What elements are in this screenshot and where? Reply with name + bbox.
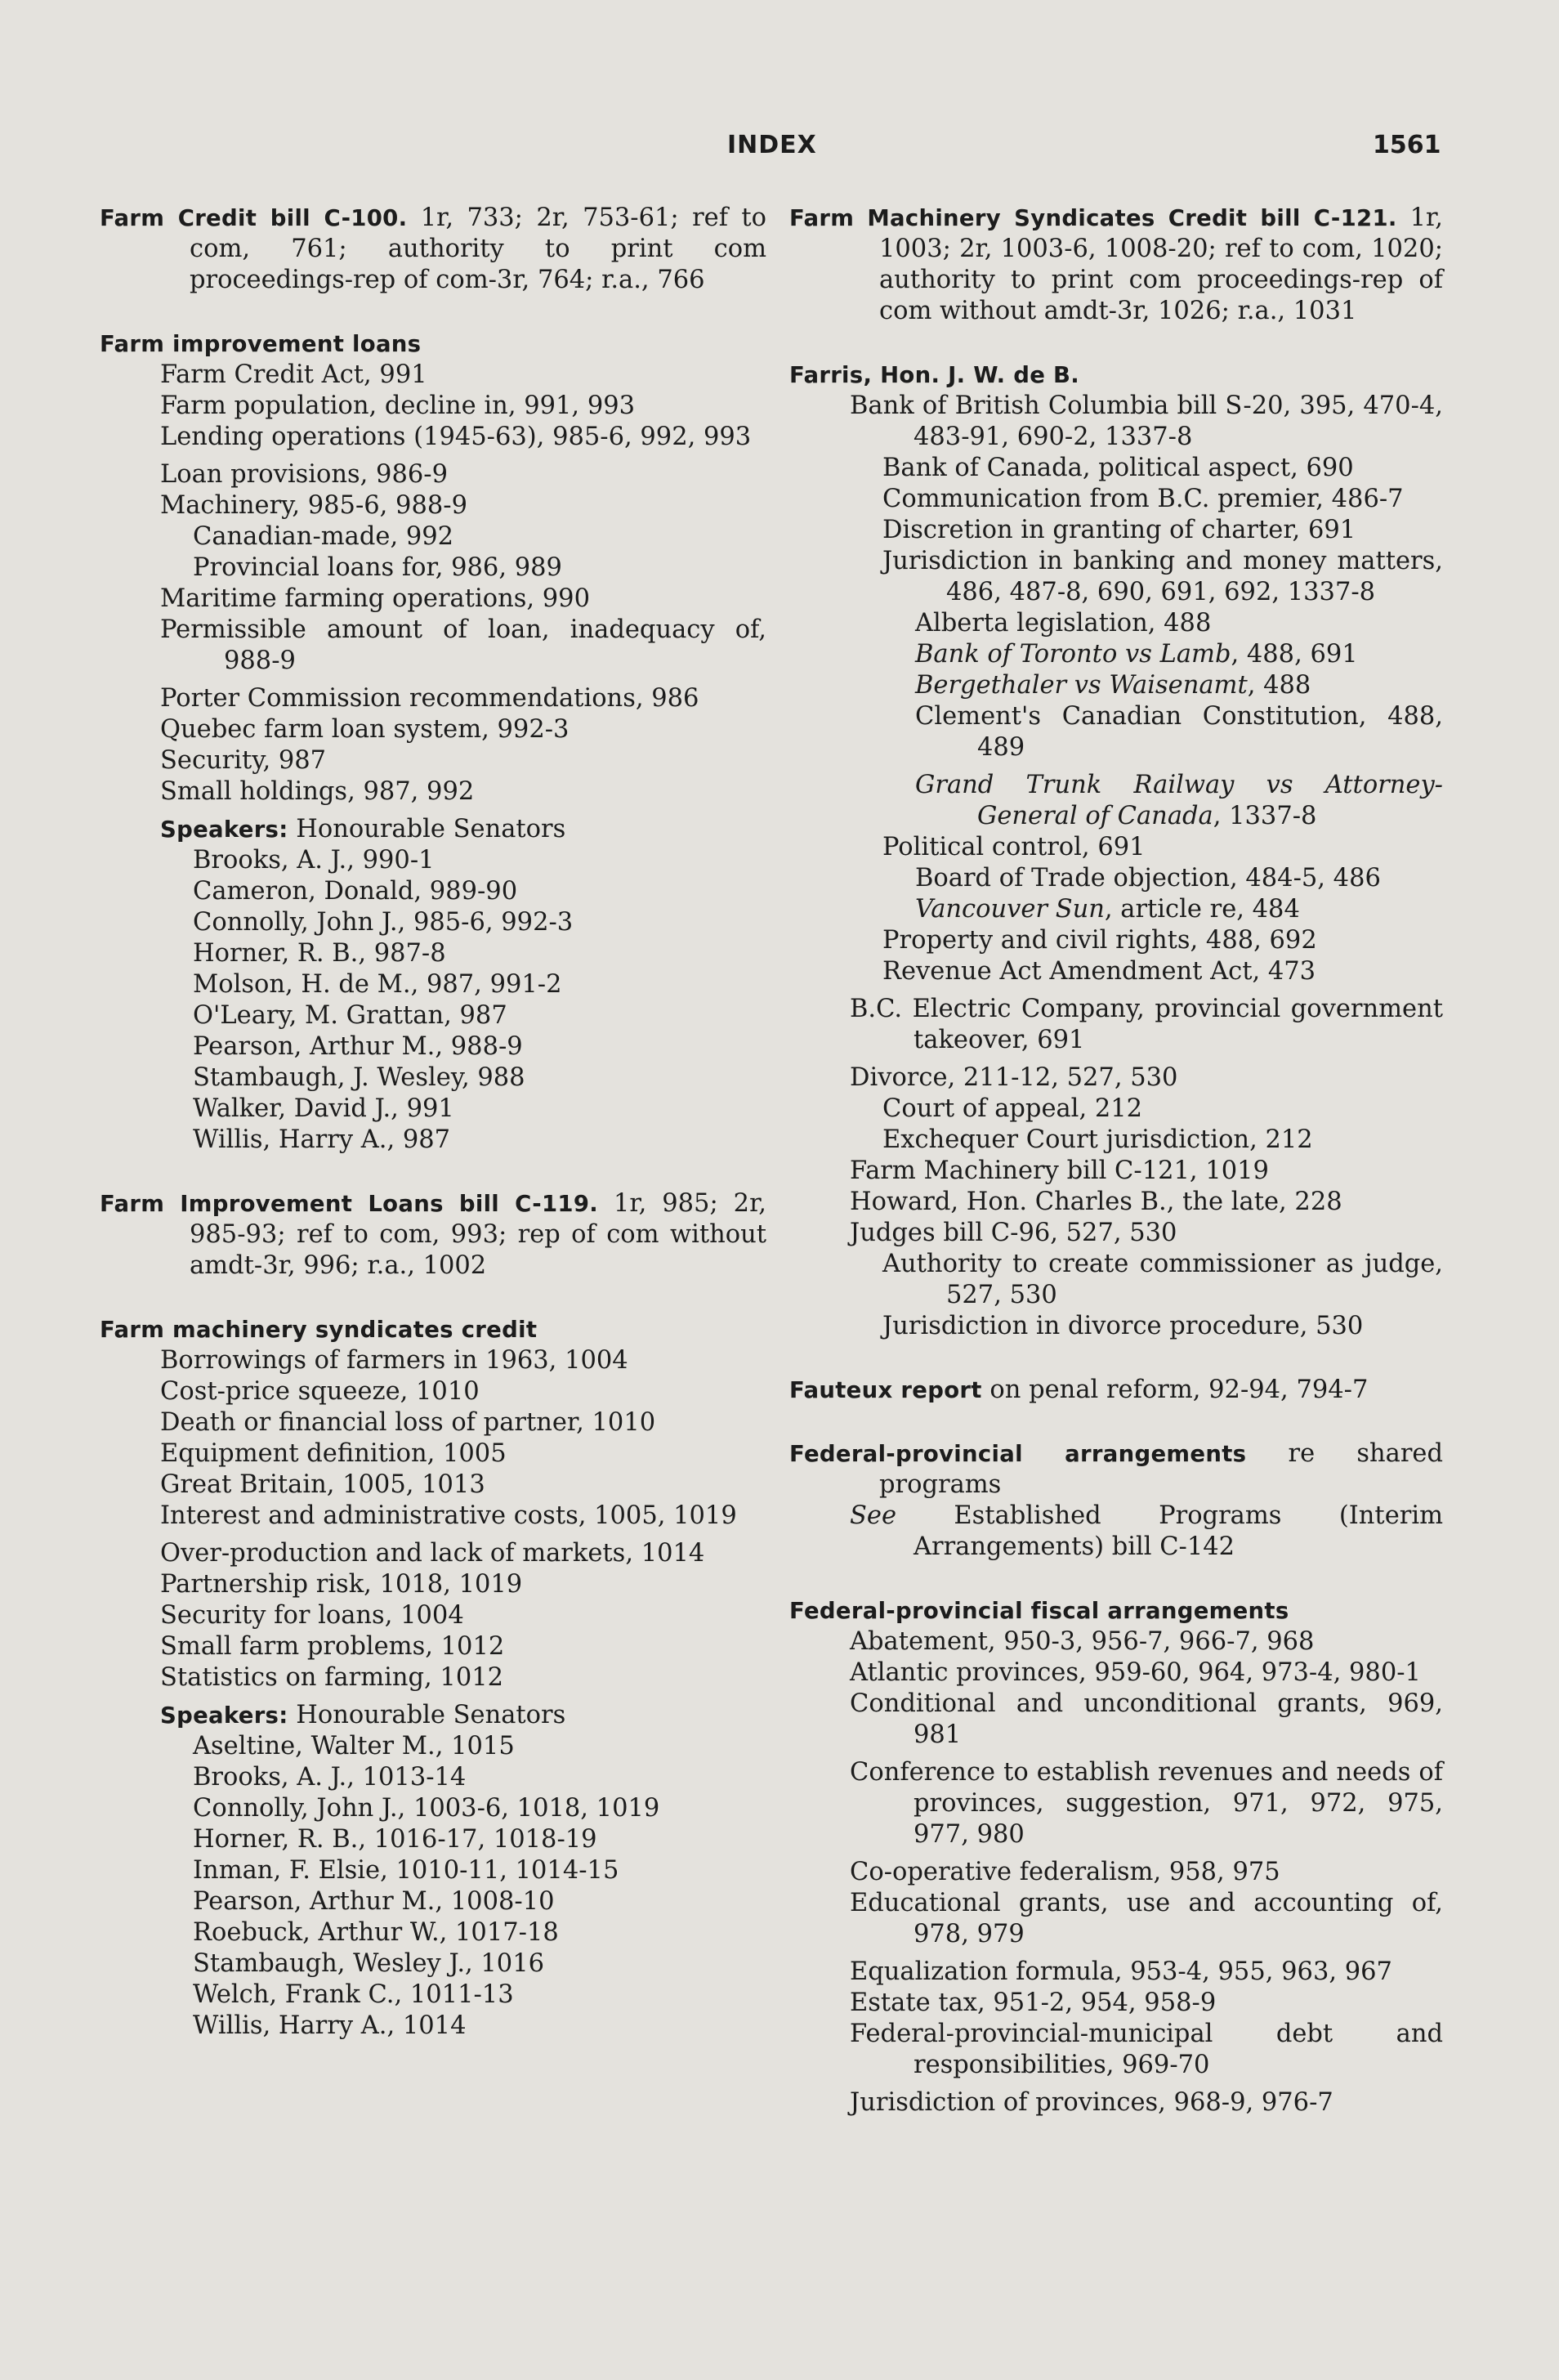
index-subentry: Lending operations (1945-63), 985-6, 992, 993 <box>160 423 752 451</box>
index-subentry: Federal-provincial-municipal debt and responsibilities, 969-70 <box>850 2020 1443 2079</box>
index-subentry: Brooks, A. J., 1013-14 <box>193 1763 467 1792</box>
index-subentry: Educational grants, use and accounting of, 978, 979 <box>850 1889 1443 1948</box>
index-subentry: Cost-price squeeze, 1010 <box>160 1377 480 1406</box>
index-subentry: Jurisdiction of provinces, 968-9, 976-7 <box>850 2088 1333 2117</box>
left-column <box>100 203 766 2042</box>
index-subentry: Speakers: Honourable Senators <box>160 1701 566 1729</box>
index-subentry: Political control, 691 <box>882 833 1146 861</box>
index-subentry: Jurisdiction in divorce procedure, 530 <box>882 1312 1364 1340</box>
index-subentry: Stambaugh, Wesley J., 1016 <box>193 1949 545 1978</box>
index-subentry: Board of Trade objection, 484-5, 486 <box>915 864 1381 892</box>
index-subentry: Conference to establish revenues and needs of provinces, suggestion, 971, 972, 975, 977, 980 <box>850 1758 1443 1849</box>
index-subentry: Statistics on farming, 1012 <box>160 1663 504 1692</box>
index-subentry: Abatement, 950-3, 956-7, 966-7, 968 <box>850 1627 1315 1656</box>
index-subentry: Walker, David J., 991 <box>193 1094 454 1123</box>
index-subentry: Farm Machinery bill C-121, 1019 <box>850 1156 1269 1185</box>
index-subentry: Aseltine, Walter M., 1015 <box>193 1732 515 1760</box>
index-subentry: Small farm problems, 1012 <box>160 1632 505 1661</box>
index-subentry: Jurisdiction in banking and money matters, 486, 487-8, 690, 691, 692, 1337-8 <box>882 547 1443 606</box>
index-subentry: Interest and administrative costs, 1005, 1019 <box>160 1501 737 1530</box>
index-entry: Farm improvement loans <box>100 331 422 357</box>
index-subentry: Judges bill C-96, 527, 530 <box>850 1219 1177 1247</box>
index-subentry: Farm Credit Act, 991 <box>160 360 427 389</box>
index-subentry: Cameron, Donald, 989-90 <box>193 877 518 906</box>
index-subentry: Bank of Canada, political aspect, 690 <box>882 454 1354 482</box>
index-subentry: B.C. Electric Company, provincial government takeover, 691 <box>850 995 1443 1054</box>
index-subentry: Borrowings of farmers in 1963, 1004 <box>160 1346 628 1375</box>
index-subentry: O'Leary, M. Grattan, 987 <box>193 1001 507 1030</box>
index-entry: Federal-provincial fiscal arrangements <box>789 1598 1289 1624</box>
index-entry: Farm machinery syndicates credit <box>100 1317 538 1343</box>
index-subentry: Conditional and unconditional grants, 969, 981 <box>850 1689 1443 1749</box>
running-head <box>0 131 1559 163</box>
index-subentry: Equalization formula, 953-4, 955, 963, 967 <box>850 1957 1392 1986</box>
index-subentry: Security for loans, 1004 <box>160 1601 464 1630</box>
index-subentry: Property and civil rights, 488, 692 <box>882 926 1317 955</box>
index-subentry: Molson, H. de M., 987, 991-2 <box>193 970 562 999</box>
index-subentry: Clement's Canadian Constitution, 488, 489 <box>915 702 1443 762</box>
right-column <box>789 203 1443 2118</box>
index-subentry: Pearson, Arthur M., 988-9 <box>193 1032 523 1061</box>
index-subentry: Horner, R. B., 987-8 <box>193 939 446 968</box>
index-subentry: See Established Programs (Interim Arrangements) bill C-142 <box>850 1501 1443 1561</box>
index-subentry: Willis, Harry A., 1014 <box>193 2011 467 2040</box>
index-subentry: Bank of Toronto vs Lamb, 488, 691 <box>915 640 1358 669</box>
index-subentry: Revenue Act Amendment Act, 473 <box>882 957 1316 986</box>
index-subentry: Horner, R. B., 1016-17, 1018-19 <box>193 1825 597 1854</box>
index-subentry: Speakers: Honourable Senators <box>160 815 566 843</box>
index-subentry: Co-operative federalism, 958, 975 <box>850 1858 1280 1886</box>
page-header-title: INDEX <box>727 131 817 159</box>
index-subentry: Farm population, decline in, 991, 993 <box>160 391 636 420</box>
index-subentry: Vancouver Sun, article re, 484 <box>915 895 1300 924</box>
index-subentry: Canadian-made, 992 <box>193 522 454 551</box>
index-entry: Farm Machinery Syndicates Credit bill C-121. 1r, 1003; 2r, 1003-6, 1008-20; ref to com, 1020; authority to print com proceedings-rep of com without amdt-3r, 1026; r.a., 1031 <box>789 204 1443 325</box>
index-subentry: Partnership risk, 1018, 1019 <box>160 1570 523 1599</box>
index-subentry: Provincial loans for, 986, 989 <box>193 553 562 582</box>
index-entry: Farm Credit bill C-100. 1r, 733; 2r, 753-61; ref to com, 761; authority to print com proceedings-rep of com-3r, 764; r.a., 766 <box>100 204 766 294</box>
index-subentry: Inman, F. Elsie, 1010-11, 1014-15 <box>193 1856 619 1885</box>
index-subentry: Connolly, John J., 1003-6, 1018, 1019 <box>193 1794 660 1823</box>
index-subentry: Permissible amount of loan, inadequacy of, 988-9 <box>160 615 766 675</box>
index-subentry: Bergethaler vs Waisenamt, 488 <box>915 671 1311 700</box>
index-subentry: Security, 987 <box>160 746 327 775</box>
page-number: 1561 <box>1373 131 1441 159</box>
index-subentry: Porter Commission recommendations, 986 <box>160 684 699 713</box>
index-subentry: Death or financial loss of partner, 1010 <box>160 1408 656 1437</box>
index-subentry: Exchequer Court jurisdiction, 212 <box>882 1125 1313 1154</box>
index-entry: Farris, Hon. J. W. de B. <box>789 362 1080 388</box>
index-subentry: Authority to create commissioner as judge, 527, 530 <box>882 1250 1443 1309</box>
index-entry: Federal-provincial arrangements re shared programs <box>789 1439 1443 1499</box>
index-subentry: Court of appeal, 212 <box>882 1094 1143 1123</box>
index-subentry: Connolly, John J., 985-6, 992-3 <box>193 908 574 937</box>
index-subentry: Welch, Frank C., 1011-13 <box>193 1980 514 2009</box>
index-subentry: Small holdings, 987, 992 <box>160 777 475 806</box>
index-subentry: Maritime farming operations, 990 <box>160 584 590 613</box>
index-subentry: Alberta legislation, 488 <box>915 609 1212 638</box>
index-subentry: Bank of British Columbia bill S-20, 395, 470-4, 483-91, 690-2, 1337-8 <box>850 391 1443 451</box>
index-subentry: Roebuck, Arthur W., 1017-18 <box>193 1918 559 1947</box>
index-entry: Fauteux report on penal reform, 92-94, 794-7 <box>789 1376 1369 1404</box>
index-subentry: Howard, Hon. Charles B., the late, 228 <box>850 1188 1342 1216</box>
index-subentry: Communication from B.C. premier, 486-7 <box>882 485 1404 513</box>
index-subentry: Grand Trunk Railway vs Attorney-General of Canada, 1337-8 <box>915 771 1443 830</box>
index-subentry: Pearson, Arthur M., 1008-10 <box>193 1887 555 1916</box>
index-subentry: Quebec farm loan system, 992-3 <box>160 715 570 744</box>
index-subentry: Great Britain, 1005, 1013 <box>160 1470 485 1499</box>
index-subentry: Equipment definition, 1005 <box>160 1439 507 1468</box>
index-entry: Farm Improvement Loans bill C-119. 1r, 985; 2r, 985-93; ref to com, 993; rep of com without amdt-3r, 996; r.a., 1002 <box>100 1189 766 1280</box>
index-subentry: Willis, Harry A., 987 <box>193 1125 451 1154</box>
index-subentry: Discretion in granting of charter, 691 <box>882 516 1356 544</box>
index-subentry: Machinery, 985-6, 988-9 <box>160 491 467 520</box>
index-subentry: Stambaugh, J. Wesley, 988 <box>193 1063 525 1092</box>
index-subentry: Divorce, 211-12, 527, 530 <box>850 1063 1178 1092</box>
index-subentry: Loan provisions, 986-9 <box>160 460 448 489</box>
index-subentry: Estate tax, 951-2, 954, 958-9 <box>850 1989 1217 2017</box>
index-subentry: Over-production and lack of markets, 1014 <box>160 1539 705 1568</box>
index-subentry: Atlantic provinces, 959-60, 964, 973-4, 980-1 <box>850 1658 1421 1687</box>
index-subentry: Brooks, A. J., 990-1 <box>193 846 435 875</box>
